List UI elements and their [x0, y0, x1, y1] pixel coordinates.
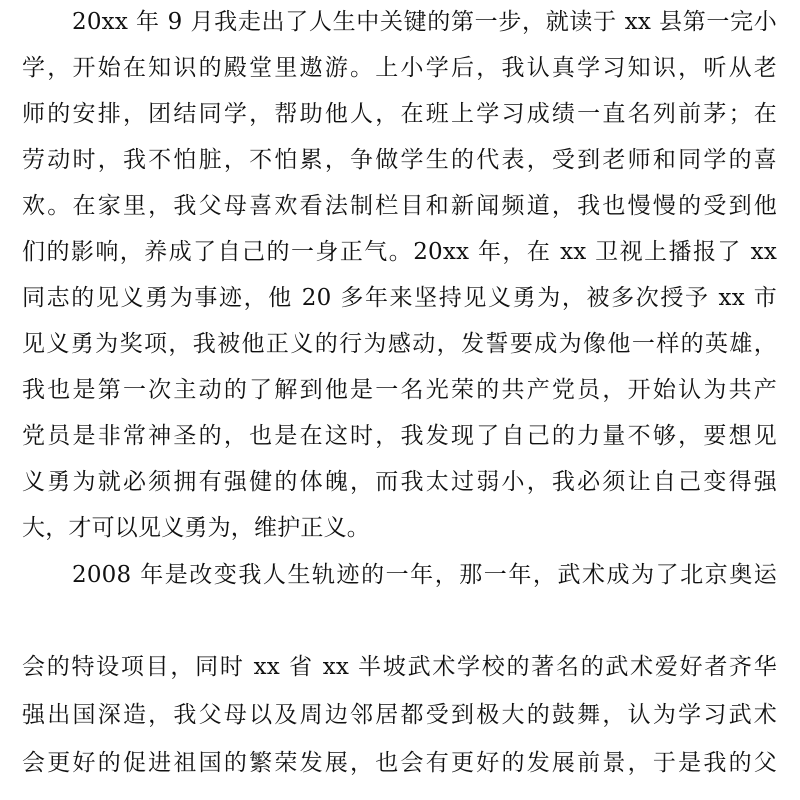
paragraph-1-line-11: 义勇为就必须拥有强健的体魄，而我太过弱小，我必须让自己变得强	[22, 469, 777, 495]
paragraph-1-line-2: 学，开始在知识的殿堂里遨游。上小学后，我认真学习知识，听从老	[22, 55, 777, 81]
paragraph-1-line-6: 们的影响，养成了自己的一身正气。20xx 年，在 xx 卫视上播报了 xx	[22, 239, 777, 265]
paragraph-2-line-3: 强出国深造，我父母以及周边邻居都受到极大的鼓舞，认为学习武术	[22, 702, 777, 728]
paragraph-1-line-10: 党员是非常神圣的，也是在这时，我发现了自己的力量不够，要想见	[22, 423, 777, 449]
paragraph-2-line-1: 2008 年是改变我人生轨迹的一年，那一年，武术成为了北京奥运	[72, 562, 777, 588]
paragraph-1-line-5: 欢。在家里，我父母喜欢看法制栏目和新闻频道，我也慢慢的受到他	[22, 193, 777, 219]
paragraph-1-line-12: 大，才可以见义勇为，维护正义。	[22, 515, 370, 541]
paragraph-1-line-1: 20xx 年 9 月我走出了人生中关键的第一步，就读于 xx 县第一完小	[72, 9, 777, 35]
paragraph-2-line-4: 会更好的促进祖国的繁荣发展，也会有更好的发展前景，于是我的父	[22, 750, 777, 776]
paragraph-1-line-8: 见义勇为奖项，我被他正义的行为感动，发誓要成为像他一样的英雄，	[22, 331, 777, 357]
paragraph-1-line-9: 我也是第一次主动的了解到他是一名光荣的共产党员，开始认为共产	[22, 377, 777, 403]
paragraph-1-line-4: 劳动时，我不怕脏，不怕累，争做学生的代表，受到老师和同学的喜	[22, 147, 777, 173]
paragraph-1-line-3: 师的安排，团结同学，帮助他人，在班上学习成绩一直名列前茅；在	[22, 101, 777, 127]
paragraph-1-line-7: 同志的见义勇为事迹，他 20 多年来坚持见义勇为，被多次授予 xx 市	[22, 285, 777, 311]
paragraph-2-line-2: 会的特设项目，同时 xx 省 xx 半坡武术学校的著名的武术爱好者齐华	[22, 654, 777, 680]
